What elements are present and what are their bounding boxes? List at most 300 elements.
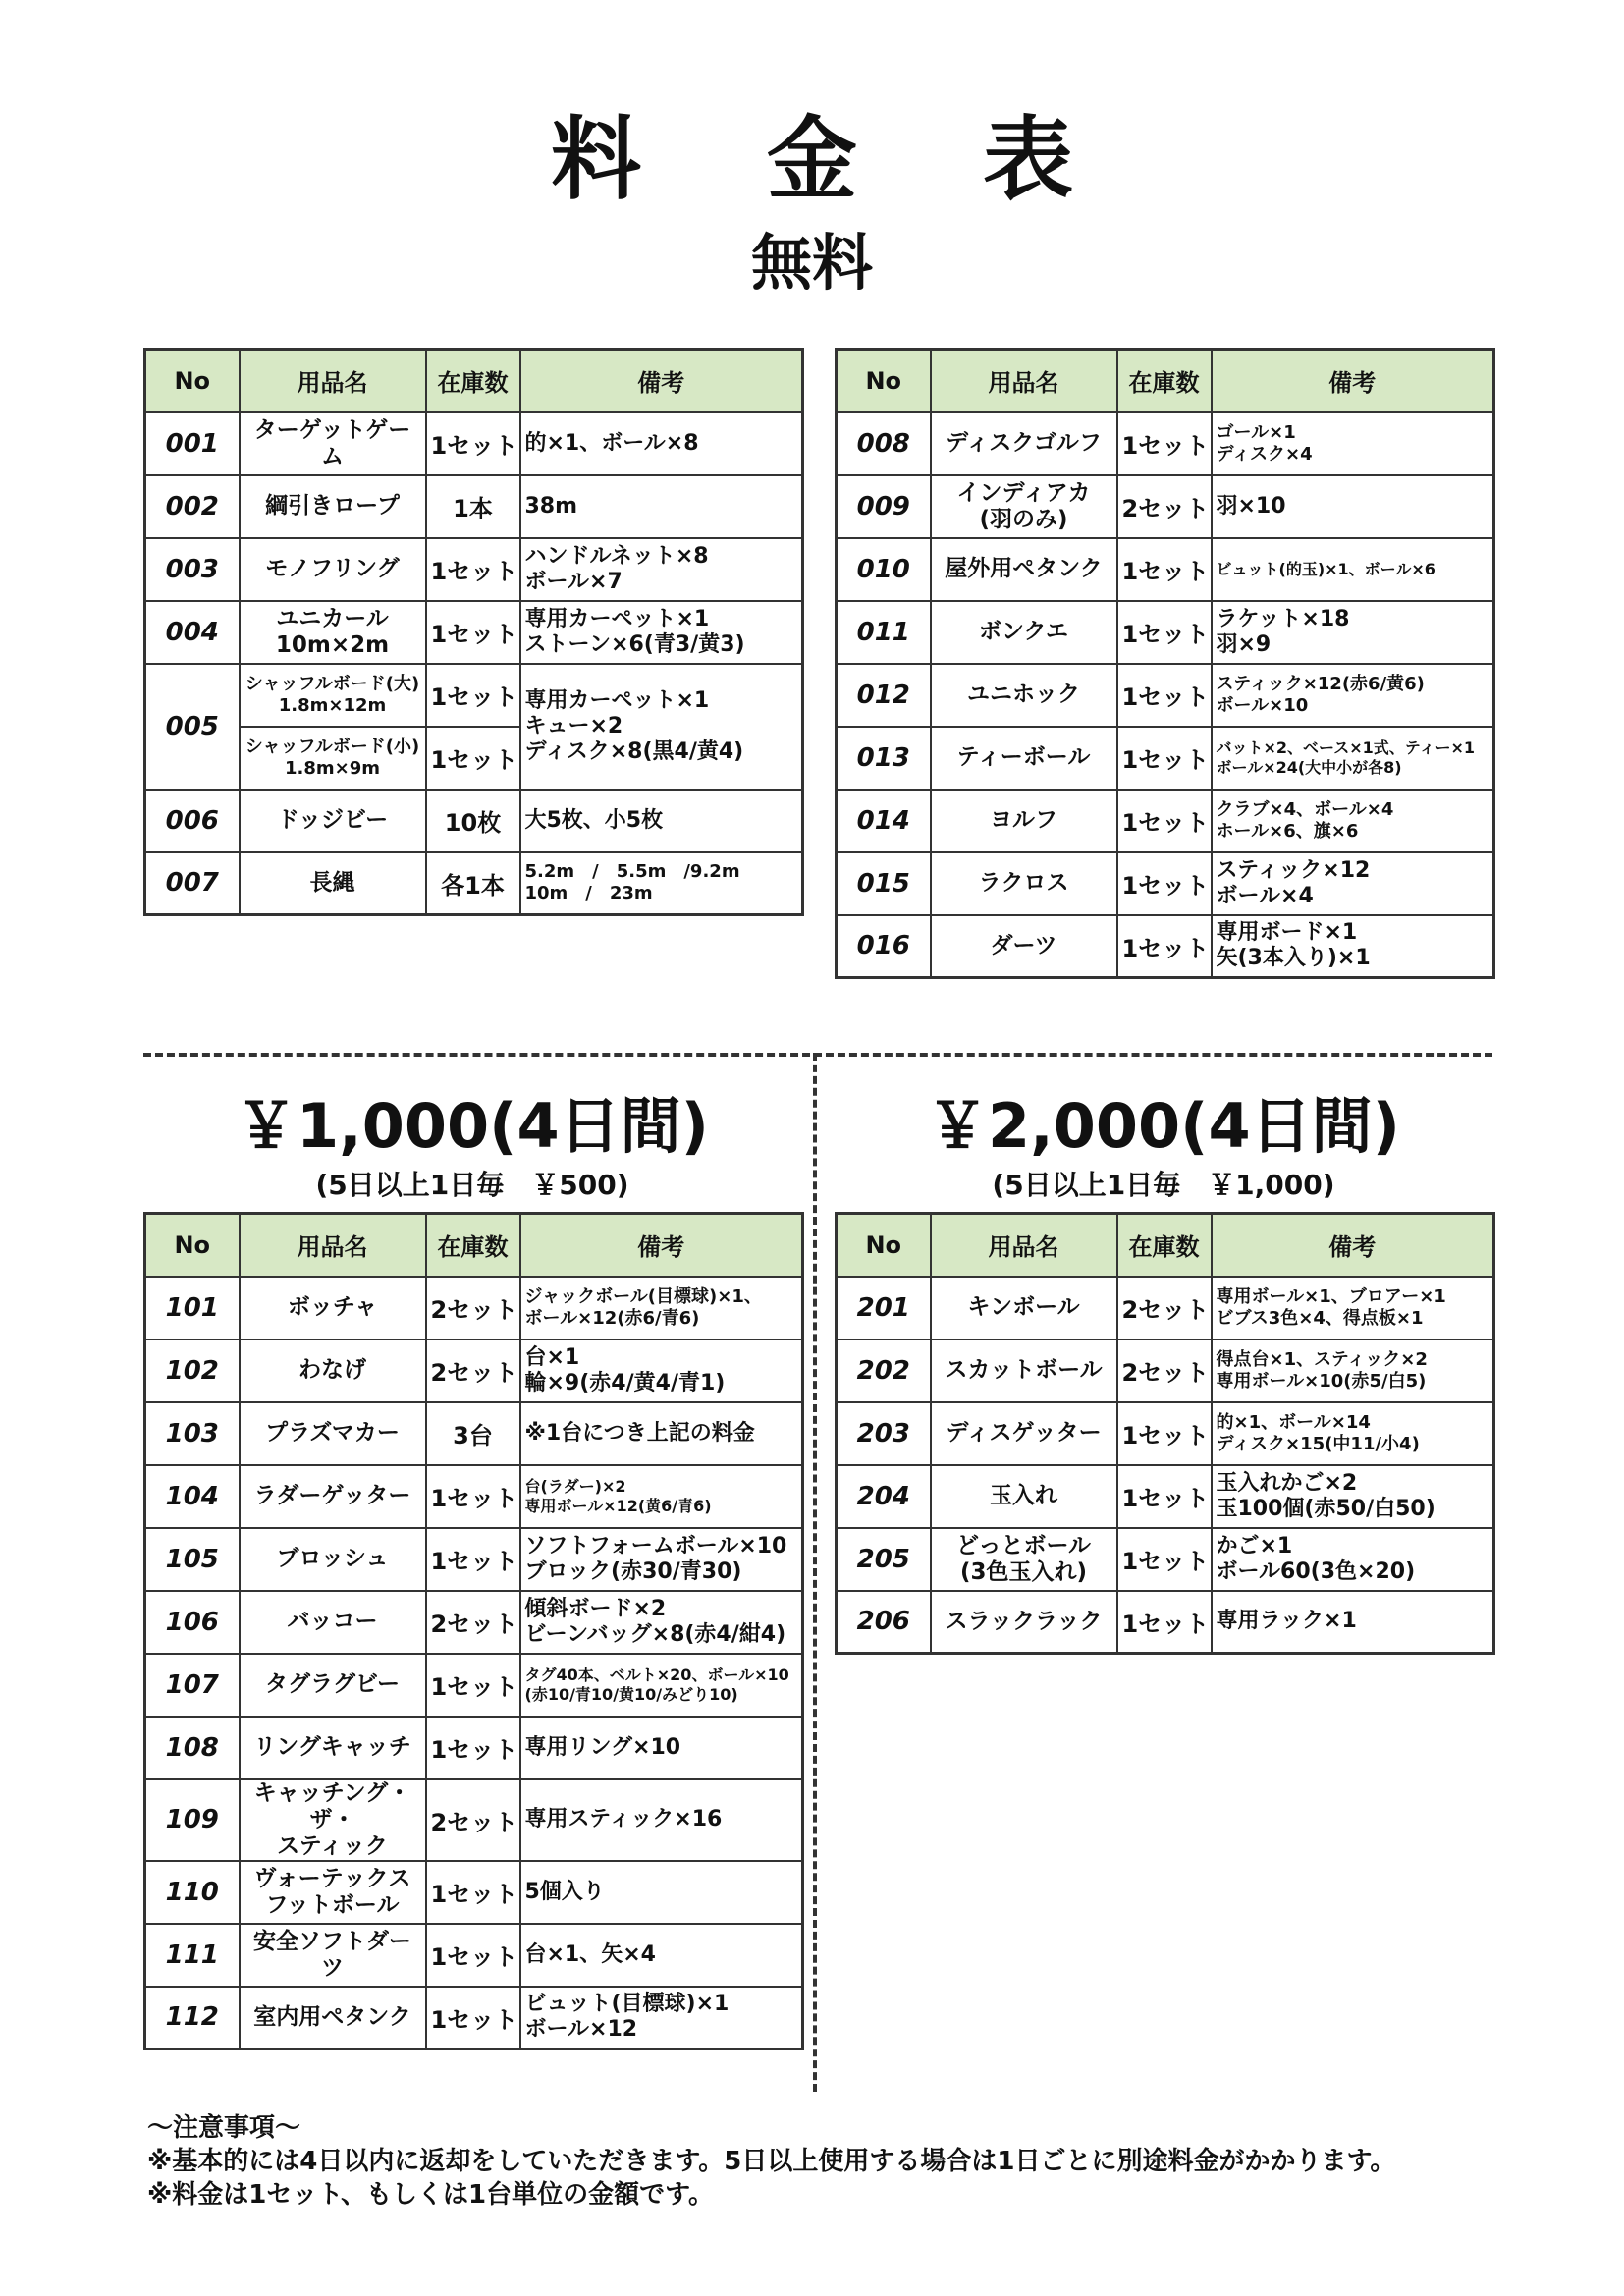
note-line: 専用ボール×1、ブロアー×1 [1216, 1285, 1446, 1307]
table-row [145, 852, 803, 915]
free-table-right [835, 348, 1495, 979]
item-note [520, 412, 803, 475]
item-no: 109 [145, 1779, 240, 1861]
item-no: 101 [145, 1277, 240, 1339]
item-name-line: ボンクエ [978, 619, 1069, 644]
item-note [520, 1924, 803, 1987]
item-name [240, 664, 426, 727]
note-line: ※1台につき上記の料金 [524, 1420, 755, 1446]
item-stock: 1セット [426, 1465, 520, 1528]
header-note: 備考 [1212, 350, 1494, 412]
item-name [931, 1402, 1117, 1465]
table-row [837, 1402, 1494, 1465]
item-name-line: スティック [277, 1832, 388, 1859]
item-stock: 1セット [1117, 727, 1212, 790]
item-note [520, 1402, 803, 1465]
note-line: 38m [524, 493, 578, 519]
note-line: キュー×2 [524, 713, 623, 738]
table-row [145, 1339, 803, 1402]
note-line: 大5枚、小5枚 [524, 807, 664, 833]
item-name [240, 1924, 426, 1987]
item-name-line: ユニカール [276, 605, 389, 631]
item-stock: 1セット [426, 727, 520, 790]
note-line: 的×1、ボール×14 [1216, 1411, 1371, 1433]
table-row [837, 1277, 1494, 1339]
table-row [145, 1465, 803, 1528]
item-no: 111 [145, 1924, 240, 1987]
item-no: 007 [145, 852, 240, 915]
item-name-line: バッコー [287, 1609, 378, 1634]
price-heading-2000: ￥2,000(4日間) [927, 1090, 1400, 1162]
table-row [145, 1528, 803, 1591]
table-header-row [837, 350, 1494, 412]
item-name-line: ヴォーテックス [253, 1865, 411, 1891]
item-no: 204 [837, 1465, 931, 1528]
item-note [1212, 1402, 1494, 1465]
item-no: 107 [145, 1654, 240, 1717]
item-no: 108 [145, 1717, 240, 1779]
header-no: No [145, 1214, 240, 1277]
item-stock: 2セット [1117, 475, 1212, 538]
item-name-line: インディアカ [956, 479, 1091, 506]
item-name [240, 1528, 426, 1591]
notes-line: ※料金は1セット、もしくは1台単位の金額です。 [147, 2180, 715, 2210]
table-row [837, 475, 1494, 538]
header-item-name: 用品名 [931, 350, 1117, 412]
note-line: 5.2m / 5.5m /9.2m [524, 861, 740, 883]
item-stock: 1セット [426, 1717, 520, 1779]
item-no: 110 [145, 1861, 240, 1924]
item-no: 103 [145, 1402, 240, 1465]
item-no: 003 [145, 538, 240, 601]
item-name-line: 屋外用ペタンク [945, 556, 1103, 581]
note-line: 専用ボード×1 [1216, 920, 1358, 946]
item-name-line: わなげ [298, 1357, 366, 1383]
note-line: 玉100個(赤50/白50) [1216, 1496, 1435, 1521]
note-line: バット×2、ベース×1式、ティー×1 [1216, 738, 1476, 757]
item-stock: 各1本 [426, 852, 520, 915]
note-line: 羽×10 [1216, 493, 1286, 519]
note-line: 専用ラック×1 [1216, 1609, 1357, 1634]
note-line: スティック×12 [1216, 857, 1371, 883]
table-row [145, 1924, 803, 1987]
note-line: 得点台×1、スティック×2 [1216, 1348, 1428, 1370]
item-note [520, 1591, 803, 1654]
item-stock: 10枚 [426, 790, 520, 852]
item-stock: 1セット [1117, 412, 1212, 475]
note-line: ボール×7 [524, 569, 623, 594]
item-note [1212, 601, 1494, 664]
item-note [1212, 1339, 1494, 1402]
table-row [145, 475, 803, 538]
item-stock: 3台 [426, 1402, 520, 1465]
item-note [1212, 1591, 1494, 1654]
price-subheading-2000: (5日以上1日毎 ￥1,000) [992, 1169, 1335, 1201]
item-note [520, 1277, 803, 1339]
notes-section [147, 2111, 1395, 2212]
note-line: 専用リング×10 [524, 1734, 681, 1760]
item-note [520, 1465, 803, 1528]
item-name-line: キャッチング・ザ・ [253, 1779, 411, 1832]
table-row [145, 664, 803, 727]
table-row [837, 1591, 1494, 1654]
item-name-line: ラダーゲッター [253, 1483, 411, 1508]
item-name [240, 412, 426, 475]
table-row [145, 1861, 803, 1924]
price-subheading-1000: (5日以上1日毎 ￥500) [315, 1169, 629, 1201]
note-line: ホール×6、旗×6 [1216, 820, 1359, 842]
item-name-line: (羽のみ) [979, 506, 1068, 532]
item-name-line: フットボール [265, 1891, 400, 1918]
item-no: 016 [837, 915, 931, 978]
note-line: ブロック(赤30/青30) [524, 1558, 742, 1584]
item-name-line: 1.8m×12m [278, 694, 387, 716]
item-no: 015 [837, 852, 931, 915]
table-row [837, 601, 1494, 664]
table-row [145, 1277, 803, 1339]
item-note [520, 1717, 803, 1779]
note-line: ディスク×15(中11/小4) [1216, 1433, 1420, 1454]
item-stock: 2セット [426, 1779, 520, 1861]
item-no: 205 [837, 1528, 931, 1591]
item-stock: 1セット [426, 601, 520, 664]
table-row [145, 601, 803, 664]
note-line: 玉入れかご×2 [1216, 1470, 1358, 1496]
item-note [520, 852, 803, 915]
item-no: 001 [145, 412, 240, 475]
item-name [240, 1779, 426, 1861]
item-name-line: 綱引きロープ [265, 493, 400, 519]
item-note [520, 538, 803, 601]
item-note [1212, 1528, 1494, 1591]
item-no: 009 [837, 475, 931, 538]
item-name [931, 1339, 1117, 1402]
item-stock: 1セット [426, 538, 520, 601]
note-line: ジャックボール(目標球)×1、 [524, 1285, 762, 1307]
note-line: 専用ボール×10(赤5/白5) [1216, 1370, 1427, 1392]
item-no: 014 [837, 790, 931, 852]
note-line: ビブス3色×4、得点板×1 [1216, 1307, 1424, 1329]
note-line: 10m / 23m [524, 883, 653, 904]
item-name [931, 601, 1117, 664]
header-stock: 在庫数 [1117, 1214, 1212, 1277]
note-line: スティック×12(赤6/黄6) [1216, 673, 1425, 694]
item-name [931, 1591, 1117, 1654]
item-name [931, 664, 1117, 727]
table-row [837, 727, 1494, 790]
note-line: (赤10/青10/黄10/みどり10) [524, 1684, 738, 1704]
item-no: 206 [837, 1591, 931, 1654]
table-row [145, 1987, 803, 2050]
item-note [520, 601, 803, 664]
item-name [240, 1402, 426, 1465]
table-row [837, 1528, 1494, 1591]
item-stock: 1セット [426, 664, 520, 727]
table-header-row [837, 1214, 1494, 1277]
note-line: ボール×12(赤6/青6) [524, 1307, 700, 1329]
item-note [520, 1654, 803, 1717]
item-note [1212, 664, 1494, 727]
item-name-line: ダーツ [990, 932, 1057, 958]
item-note [520, 1528, 803, 1591]
table-row [837, 412, 1494, 475]
item-no: 004 [145, 601, 240, 664]
item-name-line: ティーボール [956, 744, 1091, 770]
header-no: No [837, 350, 931, 412]
header-no: No [145, 350, 240, 412]
item-no: 005 [145, 664, 240, 790]
header-item-name: 用品名 [240, 1214, 426, 1277]
item-name [240, 1861, 426, 1924]
item-name-line: 長縄 [309, 869, 355, 896]
item-name [931, 1528, 1117, 1591]
header-no: No [837, 1214, 931, 1277]
note-line: 専用カーペット×1 [524, 606, 710, 631]
free-table-left [143, 348, 804, 916]
header-note: 備考 [520, 350, 803, 412]
item-name-line: スカットボール [945, 1357, 1103, 1383]
note-line: タグ40本、ベルト×20、ボール×10 [524, 1665, 789, 1684]
item-name [240, 475, 426, 538]
item-stock: 2セット [426, 1339, 520, 1402]
item-no: 010 [837, 538, 931, 601]
note-line: ハンドルネット×8 [524, 543, 709, 569]
item-stock: 1セット [426, 1924, 520, 1987]
paid-2000-table [835, 1212, 1495, 1655]
item-no: 112 [145, 1987, 240, 2050]
item-stock: 2セット [426, 1591, 520, 1654]
note-line: ボール×12 [524, 2017, 638, 2043]
header-stock: 在庫数 [426, 350, 520, 412]
item-name [240, 1277, 426, 1339]
header-item-name: 用品名 [240, 350, 426, 412]
item-name-line: 安全ソフトダーツ [253, 1928, 411, 1981]
table-row [837, 538, 1494, 601]
table-row [837, 852, 1494, 915]
note-line: 5個入り [524, 1879, 605, 1904]
item-note [520, 1861, 803, 1924]
table-header-row [145, 1214, 803, 1277]
item-note [520, 1779, 803, 1861]
table-row [145, 1654, 803, 1717]
note-line: 専用スティック×16 [524, 1807, 723, 1831]
item-no: 104 [145, 1465, 240, 1528]
item-no: 201 [837, 1277, 931, 1339]
item-name-line: ブロッシュ [276, 1546, 389, 1571]
note-line: 傾斜ボード×2 [524, 1596, 667, 1621]
item-no: 008 [837, 412, 931, 475]
item-name-line: シャッフルボード(小) [244, 736, 420, 757]
notes-heading: ～注意事項～ [147, 2113, 301, 2143]
item-name [240, 601, 426, 664]
note-line: 的×1、ボール×8 [524, 430, 699, 456]
note-line: 矢(3本入り)×1 [1216, 946, 1371, 971]
item-name [931, 538, 1117, 601]
table-row [145, 1717, 803, 1779]
table-row [145, 412, 803, 475]
price-heading-1000: ￥1,000(4日間) [236, 1090, 709, 1162]
item-no: 006 [145, 790, 240, 852]
item-name [240, 727, 426, 790]
item-no: 106 [145, 1591, 240, 1654]
item-note [520, 1339, 803, 1402]
item-name [240, 1717, 426, 1779]
item-note [1212, 727, 1494, 790]
item-name-line: ユニホック [967, 682, 1080, 707]
item-name [931, 475, 1117, 538]
note-line: ビーンバッグ×8(赤4/紺4) [524, 1621, 786, 1647]
note-line: 羽×9 [1216, 631, 1272, 657]
item-note [1212, 1465, 1494, 1528]
item-note [520, 475, 803, 538]
item-name-line: ターゲットゲーム [253, 416, 411, 469]
table-header-row [145, 350, 803, 412]
item-no: 202 [837, 1339, 931, 1402]
item-name-line: プラズマカー [265, 1420, 400, 1446]
item-stock: 1本 [426, 475, 520, 538]
item-name-line: キンボール [967, 1294, 1080, 1320]
item-stock: 1セット [1117, 915, 1212, 978]
item-stock: 2セット [1117, 1339, 1212, 1402]
item-name-line: (3色玉入れ) [959, 1558, 1088, 1585]
notes-line: ※基本的には4日以内に返却をしていただきます。5日以上使用する場合は1日ごとに別途料金がかかります。 [147, 2147, 1396, 2176]
table-row [145, 790, 803, 852]
item-note [1212, 538, 1494, 601]
note-line: 輪×9(赤4/黄4/青1) [524, 1370, 726, 1395]
item-name [931, 852, 1117, 915]
table-row [145, 538, 803, 601]
paid-1000-table [143, 1212, 804, 2050]
note-line: クラブ×4、ボール×4 [1216, 798, 1394, 820]
item-note [1212, 475, 1494, 538]
item-stock: 1セット [426, 1528, 520, 1591]
item-name-line: 1.8m×9m [284, 757, 380, 779]
item-name [240, 538, 426, 601]
table-row [145, 1779, 803, 1861]
note-line: かご×1 [1216, 1533, 1293, 1558]
item-name-line: ヨルフ [990, 807, 1057, 833]
table-row [837, 915, 1494, 978]
item-name [931, 790, 1117, 852]
note-line: ボール×4 [1216, 883, 1314, 908]
item-note [520, 1987, 803, 2050]
item-name-line: スラックラック [945, 1608, 1103, 1634]
item-name-line: モノフリング [265, 556, 400, 581]
free-section-heading: 無料 [750, 227, 873, 299]
item-no: 002 [145, 475, 240, 538]
item-name-line: ディスゲッター [946, 1420, 1102, 1446]
item-stock: 2セット [1117, 1277, 1212, 1339]
item-name [240, 1591, 426, 1654]
item-name [240, 1654, 426, 1717]
item-name-line: ボッチャ [287, 1294, 378, 1320]
item-name [240, 1339, 426, 1402]
note-line: ソフトフォームボール×10 [524, 1533, 787, 1558]
note-line: ゴール×1 [1216, 421, 1296, 443]
table-row [837, 1465, 1494, 1528]
page-title: 料 金 表 [550, 107, 1121, 212]
item-note [1212, 915, 1494, 978]
item-stock: 2セット [426, 1277, 520, 1339]
table-row [145, 1591, 803, 1654]
section-divider-vertical [813, 1053, 817, 2092]
item-stock: 1セット [1117, 1591, 1212, 1654]
note-line: 専用カーペット×1 [524, 687, 710, 713]
item-note [1212, 412, 1494, 475]
note-line: ボール×24(大中小が各8) [1216, 757, 1402, 777]
header-stock: 在庫数 [1117, 350, 1212, 412]
item-note [520, 790, 803, 852]
item-stock: 1セット [1117, 664, 1212, 727]
note-line: ビュット(目標球)×1 [524, 1992, 730, 2017]
note-line: 専用ボール×12(黄6/青6) [524, 1496, 712, 1515]
item-name-line: シャッフルボード(大) [244, 673, 420, 694]
item-note [1212, 1277, 1494, 1339]
item-note [1212, 790, 1494, 852]
table-row [145, 1402, 803, 1465]
item-name [240, 790, 426, 852]
note-line: ストーン×6(青3/黄3) [524, 631, 745, 657]
header-item-name: 用品名 [931, 1214, 1117, 1277]
item-stock: 1セット [1117, 790, 1212, 852]
section-divider-horizontal [143, 1053, 1492, 1057]
item-stock: 1セット [1117, 1528, 1212, 1591]
note-line: ディスク×4 [1216, 443, 1313, 465]
item-note [1212, 852, 1494, 915]
header-stock: 在庫数 [426, 1214, 520, 1277]
item-name-line: 室内用ペタンク [253, 2003, 411, 2030]
note-line: 台×1、矢×4 [524, 1941, 656, 1967]
item-name [931, 915, 1117, 978]
item-name [240, 1465, 426, 1528]
item-name [240, 852, 426, 915]
item-stock: 1セット [426, 1987, 520, 2050]
item-name-line: タグラグビー [264, 1671, 401, 1697]
item-stock: 1セット [426, 1861, 520, 1924]
item-stock: 1セット [1117, 538, 1212, 601]
item-name [931, 412, 1117, 475]
note-line: ディスク×8(黒4/黄4) [524, 738, 744, 764]
item-stock: 1セット [1117, 1402, 1212, 1465]
item-stock: 1セット [426, 412, 520, 475]
item-no: 011 [837, 601, 931, 664]
item-no: 105 [145, 1528, 240, 1591]
note-line: ボール60(3色×20) [1216, 1558, 1416, 1584]
note-line: ボール×10 [1216, 694, 1309, 716]
item-name-line: 10m×2m [275, 631, 390, 658]
table-row [837, 790, 1494, 852]
item-name [240, 1987, 426, 2050]
note-line: 台×1 [524, 1344, 580, 1370]
item-name-line: 玉入れ [990, 1483, 1057, 1508]
item-stock: 1セット [426, 1654, 520, 1717]
item-no: 013 [837, 727, 931, 790]
item-name [931, 1465, 1117, 1528]
item-note [520, 664, 803, 790]
item-no: 102 [145, 1339, 240, 1402]
item-name-line: ディスクゴルフ [946, 430, 1102, 456]
item-name-line: リングキャッチ [253, 1734, 411, 1760]
note-line: ラケット×18 [1216, 606, 1350, 631]
item-no: 203 [837, 1402, 931, 1465]
item-name-line: ラクロス [978, 870, 1069, 896]
header-note: 備考 [1212, 1214, 1494, 1277]
table-row [837, 664, 1494, 727]
item-stock: 1セット [1117, 852, 1212, 915]
item-name [931, 727, 1117, 790]
item-name [931, 1277, 1117, 1339]
note-line: ビュット(的玉)×1、ボール×6 [1216, 559, 1435, 578]
